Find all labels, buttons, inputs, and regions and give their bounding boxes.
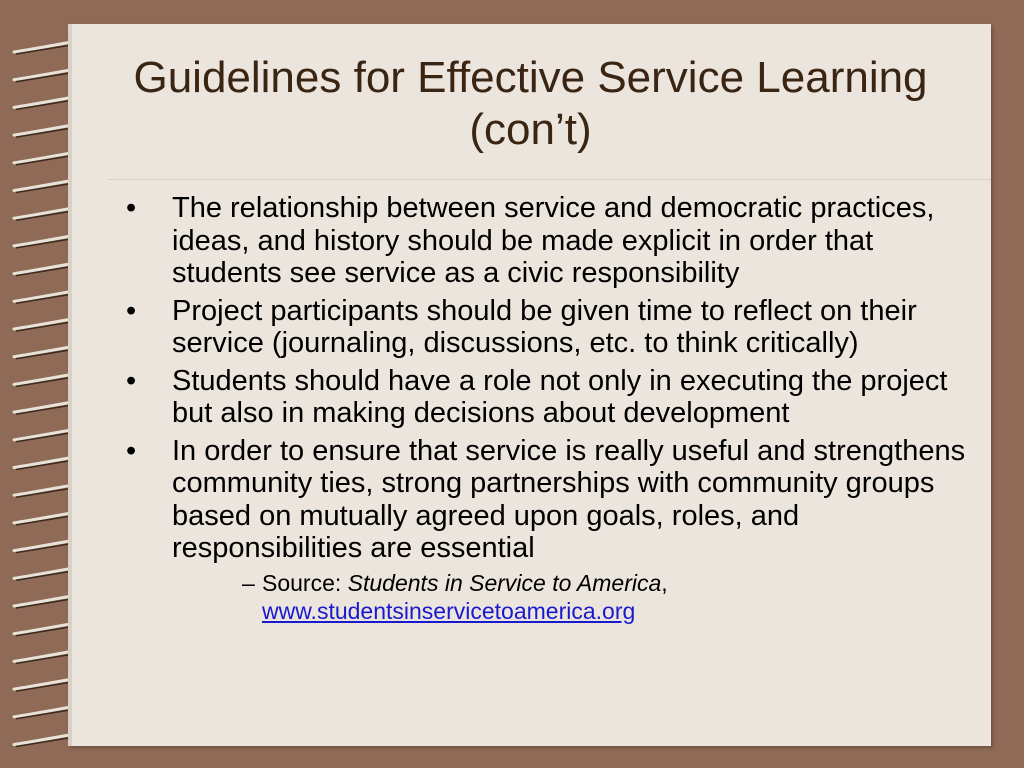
list-item xyxy=(126,365,971,430)
bullet-list xyxy=(126,192,971,630)
list-item xyxy=(126,295,971,360)
slide-title: Guidelines for Effective Service Learning (con’t) xyxy=(133,53,928,154)
list-item xyxy=(126,192,971,290)
bullet-marker: • xyxy=(126,192,137,224)
bullet-marker: • xyxy=(126,434,137,467)
sub-bullet-dash: – xyxy=(242,569,255,596)
source-prefix: Source: xyxy=(262,569,348,596)
source-link[interactable]: www.studentsinservicetoamerica.org xyxy=(262,597,636,624)
list-item xyxy=(126,435,971,625)
notebook-page xyxy=(68,24,991,746)
source-citation xyxy=(172,569,971,625)
source-separator: , xyxy=(661,569,668,596)
title-divider xyxy=(108,179,991,180)
bullet-text: Students should have a role not only in executing the project but also in making decisions about development xyxy=(172,364,948,429)
source-title: Students in Service to America xyxy=(347,569,662,596)
bullet-text: The relationship between service and democratic practices, ideas, and history should be made explicit in order that students see service as a civic responsibility xyxy=(172,192,935,289)
bullet-marker: • xyxy=(126,294,137,327)
bullet-text: In order to ensure that service is really useful and strengthens community ties, strong partnerships with community groups based on mutually agreed upon goals, roles, and responsibilities are essential xyxy=(172,434,966,564)
bullet-text: Project participants should be given time to reflect on their service (journaling, discussions, etc. to think critically) xyxy=(172,294,917,359)
bullet-marker: • xyxy=(126,364,137,397)
page-edge xyxy=(68,24,72,746)
